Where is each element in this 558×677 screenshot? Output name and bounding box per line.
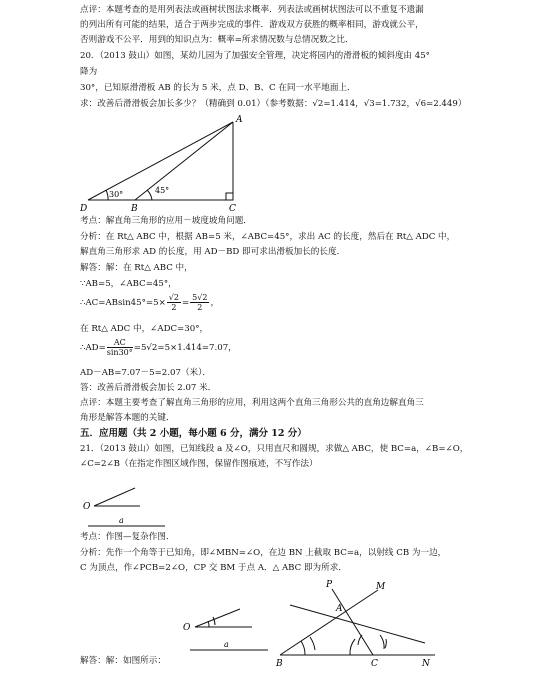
numerator: 5√2 (192, 293, 208, 302)
fraction (167, 293, 181, 312)
text-line: 解答：解：在 Rt△ ABC 中， (80, 263, 193, 273)
fraction (190, 293, 209, 312)
numerator: AC (107, 338, 133, 348)
question-20-title: 20．（2013 鼓山）如图，某幼儿园为了加强安全管理，决定将园内的滑滑板的倾斜度由 45° (80, 51, 430, 61)
text-line: 分析：在 Rt△ ABC 中，根据 AB=5 米，∠ABC=45°，求出 AC 的长度，然后在 Rt△ ADC 中， (80, 232, 456, 242)
arc (310, 637, 315, 650)
label-N: N (422, 659, 430, 669)
given-figure (0, 470, 200, 530)
text-line: AD－AB=7.07－5=2.07（米）． (80, 368, 212, 378)
section-heading: 五．应用题（共 2 小题，每小题 6 分，满分 12 分） (80, 428, 307, 439)
text-line: 角形是解答本题的关键． (80, 413, 175, 423)
denominator: 2 (197, 303, 203, 312)
right-angle-mark (226, 193, 233, 200)
slide-figure (0, 110, 558, 230)
label-M: M (376, 582, 386, 592)
eq-text: ∴AD= (80, 343, 106, 353)
label-angle-30: 30° (109, 190, 124, 199)
label-C: C (371, 659, 378, 669)
text-line: 的列出所有可能的结果，适合于两步完成的事件．游戏双方获胜的概率相同，游戏就公平， (80, 20, 424, 30)
eq-text: ， (210, 298, 220, 308)
denominator: 2 (171, 303, 177, 312)
arc (301, 641, 305, 655)
text-line: C 为顶点，作∠PCB=2∠O，CP 交 BM 于点 A．△ ABC 即为所求． (80, 563, 347, 573)
eq-text: = (181, 298, 190, 308)
label-A: A (336, 604, 343, 614)
label-B: B (131, 204, 138, 214)
text-line: 求：改善后滑滑板会加长多少？（精确到 0.01）（参考数据：√2=1.414，√3=1.732，√6=2.449） (80, 99, 467, 109)
arc (350, 639, 355, 655)
label-P: P (326, 580, 333, 590)
label-D: D (80, 204, 88, 214)
text-line: 降为 (80, 67, 98, 77)
segment-BA (135, 122, 233, 200)
eq-text: ∴AC=ABsin45°=5× (80, 298, 166, 308)
label-a: a (224, 640, 229, 649)
label-O: O (83, 502, 91, 512)
text-line: 解答：解：如图所示： (80, 656, 166, 666)
text-line: 点评：本题主要考查了解直角三角形的应用，利用这两个直角三角形公共的直角边解直角三 (80, 398, 424, 408)
text-line: 答：改善后滑滑板会加长 2.07 米． (80, 383, 217, 393)
text-line: 点评：本题考查的是用列表法或画树状图法求概率．列表法或画树状图法可以不重复不遗漏 (80, 5, 424, 15)
label-O: O (183, 623, 191, 633)
numerator: √2 (168, 293, 179, 302)
ray-BM (280, 590, 378, 655)
arc (385, 639, 386, 648)
text-line: ∵AB=5，∠ABC=45°， (80, 279, 177, 289)
arc (358, 635, 362, 645)
text-line: 30°，已知原滑滑板 AB 的长为 5 米，点 D、B、C 在同一水平地面上． (80, 83, 356, 93)
ray-CP (332, 589, 373, 655)
arc (213, 617, 215, 625)
question-21-title: 21．（2013 鼓山）如图，已知线段 a 及∠O，只用直尺和圆规，求做△ ABC，使 BC=a，∠B=∠O， (80, 444, 469, 454)
denominator: sin30° (106, 348, 133, 357)
equation-ad (80, 338, 237, 357)
label-A: A (236, 115, 243, 125)
angle-ray-upper (195, 609, 240, 627)
text-line: ∠C=2∠B（在指定作图区域作图，保留作图痕迹，不写作法） (80, 459, 318, 469)
arc-45 (147, 190, 152, 200)
text-line: 否则游戏不公平．用到的知识点为：概率=所求情况数与总情况数之比． (80, 35, 354, 45)
label-angle-45: 45° (155, 186, 170, 195)
label-a: a (119, 516, 124, 525)
angle-ray-upper (94, 488, 135, 506)
text-line: 在 Rt△ ADC 中，∠ADC=30°， (80, 324, 209, 334)
text-line: 解直角三角形求 AD 的长度，用 AD－BD 即可求出滑板加长的长度． (80, 247, 346, 257)
label-B: B (276, 659, 283, 669)
equation-ac (80, 293, 219, 312)
fraction (107, 338, 133, 357)
text-line: 考点：作图—复杂作图． (80, 532, 175, 542)
text-line: 考点：解直角三角形的应用－坡度坡角问题． (80, 216, 252, 226)
eq-text: =5√2=5×1.414=7.07， (133, 343, 237, 353)
label-C: C (229, 204, 236, 214)
arc (380, 635, 384, 649)
text-line: 分析：先作一个角等于已知角，即∠MBN=∠O，在边 BN 上截取 BC=a，以射线 CB 为一边， (80, 548, 447, 558)
arc-30 (106, 190, 108, 200)
